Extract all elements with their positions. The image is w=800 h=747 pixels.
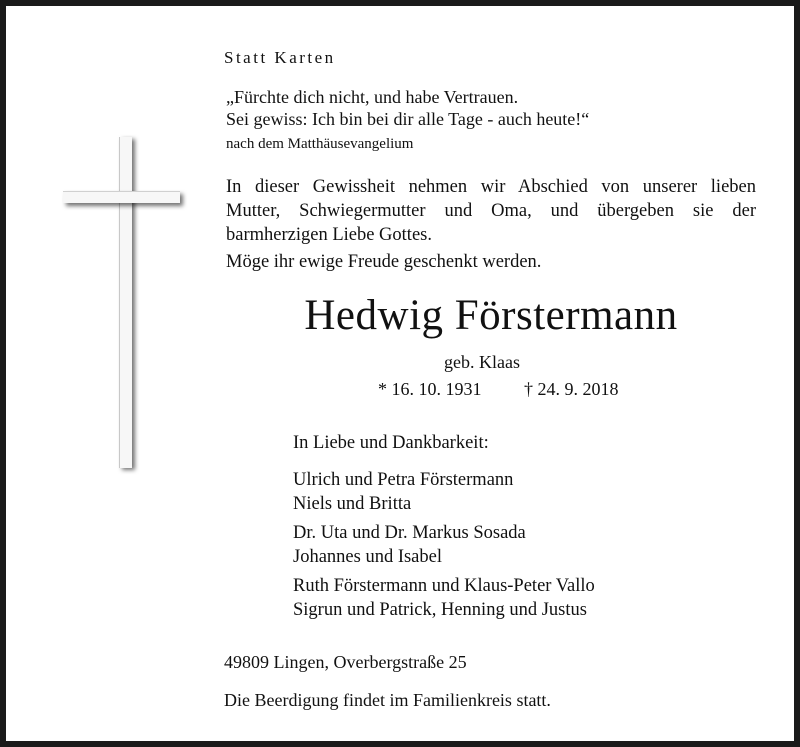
farewell-line: In dieser Gewissheit nehmen wir Abschied von unserer lieben bbox=[226, 177, 756, 197]
deceased-name: Hedwig Förstermann bbox=[304, 292, 678, 339]
farewell-line: Mutter, Schwiegermutter und Oma, und übergeben sie der bbox=[226, 201, 756, 221]
cross-icon-crossbar bbox=[63, 191, 180, 203]
quote-line: „Fürchte dich nicht, und habe Vertrauen. bbox=[226, 87, 519, 107]
family-line: Dr. Uta und Dr. Markus Sosada bbox=[293, 523, 526, 543]
address: 49809 Lingen, Overbergstraße 25 bbox=[224, 652, 467, 672]
family-line: Johannes und Isabel bbox=[293, 547, 442, 567]
family-group bbox=[293, 521, 595, 569]
farewell-paragraph bbox=[226, 175, 756, 247]
family-line: Ulrich und Petra Förstermann bbox=[293, 470, 514, 490]
family-group bbox=[293, 468, 595, 516]
family-line: Sigrun und Patrick, Henning und Justus bbox=[293, 600, 587, 620]
mourners-intro: In Liebe und Dankbarkeit: bbox=[293, 433, 489, 453]
mourners-list bbox=[293, 468, 595, 627]
family-line: Ruth Förstermann und Klaus-Peter Vallo bbox=[293, 576, 595, 596]
family-line: Niels und Britta bbox=[293, 494, 412, 514]
farewell-line: barmherzigen Liebe Gottes. bbox=[226, 225, 432, 245]
wish-line: Möge ihr ewige Freude geschenkt werden. bbox=[226, 252, 542, 272]
death-date: † 24. 9. 2018 bbox=[524, 379, 619, 399]
birth-name: geb. Klaas bbox=[444, 352, 520, 372]
bible-quote bbox=[226, 86, 589, 130]
family-group bbox=[293, 574, 595, 622]
quote-line: Sei gewiss: Ich bin bei dir alle Tage - auch heute!“ bbox=[226, 109, 590, 129]
quote-source: nach dem Matthäusevangelium bbox=[226, 136, 414, 152]
funeral-note: Die Beerdigung findet im Familienkreis statt. bbox=[224, 690, 551, 710]
birth-date: * 16. 10. 1931 bbox=[378, 379, 482, 399]
notice-header: Statt Karten bbox=[224, 48, 336, 67]
